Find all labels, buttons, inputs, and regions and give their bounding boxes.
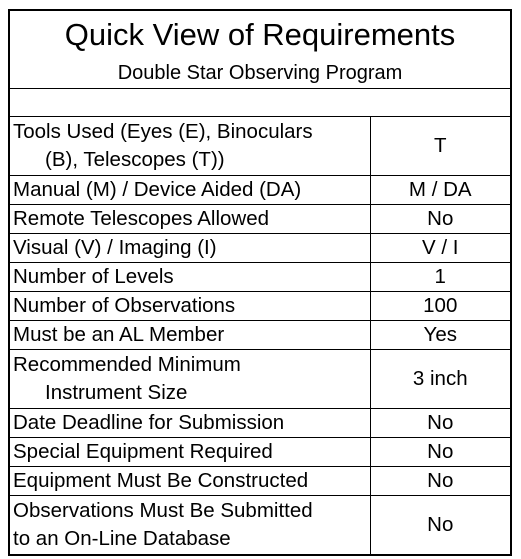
spacer-row xyxy=(9,89,511,117)
row-label: Special Equipment Required xyxy=(9,438,370,467)
row-label-line: Observations Must Be Submitted xyxy=(13,499,313,522)
row-value: No xyxy=(370,496,511,556)
row-value: No xyxy=(370,409,511,438)
row-value: T xyxy=(370,117,511,176)
row-value: No xyxy=(370,467,511,496)
table-row xyxy=(9,176,511,205)
requirements-table xyxy=(8,9,512,556)
table-row xyxy=(9,467,511,496)
row-label-line: Recommended Minimum xyxy=(13,353,241,376)
row-label: Must be an AL Member xyxy=(9,321,370,350)
row-label: Number of Levels xyxy=(9,263,370,292)
table-row xyxy=(9,496,511,556)
table-row xyxy=(9,292,511,321)
row-label: Number of Observations xyxy=(9,292,370,321)
table-row xyxy=(9,350,511,409)
row-value: 1 xyxy=(370,263,511,292)
table-title: Quick View of Requirements xyxy=(9,10,511,58)
table-row xyxy=(9,117,511,176)
table-row xyxy=(9,409,511,438)
table-row xyxy=(9,321,511,350)
row-value: V / I xyxy=(370,234,511,263)
row-label xyxy=(9,496,370,556)
row-label-line: (B), Telescopes (T)) xyxy=(45,148,225,171)
row-label: Remote Telescopes Allowed xyxy=(9,205,370,234)
row-label: Equipment Must Be Constructed xyxy=(9,467,370,496)
table-row xyxy=(9,234,511,263)
row-label-line: Tools Used (Eyes (E), Binoculars xyxy=(13,120,313,143)
row-label xyxy=(9,350,370,409)
row-label: Visual (V) / Imaging (I) xyxy=(9,234,370,263)
table-row xyxy=(9,438,511,467)
row-value: Yes xyxy=(370,321,511,350)
table-subtitle: Double Star Observing Program xyxy=(9,58,511,89)
row-label-line: Instrument Size xyxy=(45,381,188,404)
row-label xyxy=(9,117,370,176)
row-label: Date Deadline for Submission xyxy=(9,409,370,438)
row-value: No xyxy=(370,438,511,467)
table-row xyxy=(9,205,511,234)
row-value: 3 inch xyxy=(370,350,511,409)
table-row xyxy=(9,263,511,292)
row-value: 100 xyxy=(370,292,511,321)
row-label-line: to an On-Line Database xyxy=(13,527,231,550)
row-value: No xyxy=(370,205,511,234)
row-label: Manual (M) / Device Aided (DA) xyxy=(9,176,370,205)
row-value: M / DA xyxy=(370,176,511,205)
